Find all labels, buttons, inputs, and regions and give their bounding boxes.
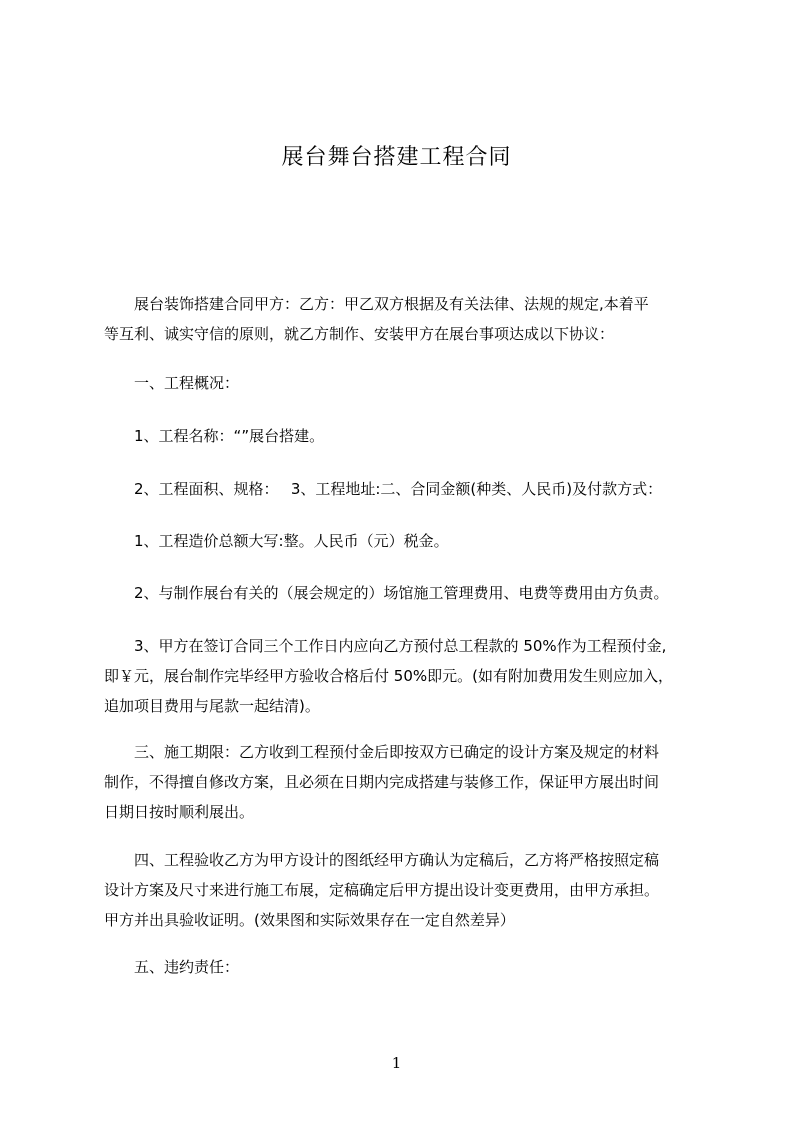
payment-3-line-3: 追加项目费用与尾款一起结清)。 xyxy=(104,697,320,715)
section-1-heading: 一、工程概况： xyxy=(104,374,240,392)
document-title: 展台舞台搭建工程合同 xyxy=(281,145,512,170)
item-2-area-address: 2、工程面积、规格： 3、工程地址:二、合同金额(种类、人民币)及付款方式： xyxy=(104,480,663,498)
payment-3-line-2: 即￥元，展台制作完毕经甲方验收合格后付 50%即元。(如有附加费用发生则应加入， xyxy=(104,667,673,685)
section-4-line-3: 甲方并出具验收证明。(效果图和实际效果存在一定自然差异） xyxy=(104,911,515,929)
section-3-line-2: 制作，不得擅自修改方案，且必须在日期内完成搭建与装修工作，保证甲方展出时间 xyxy=(104,773,660,791)
section-3-construction-period xyxy=(104,737,704,827)
intro-line-1: 展台装饰搭建合同甲方：乙方：甲乙双方根据及有关法律、法规的规定,本着平 xyxy=(104,295,649,313)
intro-paragraph xyxy=(104,289,704,349)
section-3-line-3: 日期日按时顺利展出。 xyxy=(104,803,255,821)
payment-item-3 xyxy=(104,631,704,721)
item-1-project-name: 1、工程名称：“”展台搭建。 xyxy=(104,427,325,445)
payment-3-line-1: 3、甲方在签订合同三个工作日内应向乙方预付总工程款的 50%作为工程预付金, xyxy=(104,637,667,655)
section-4-line-2: 设计方案及尺寸来进行施工布展，定稿确定后甲方提出设计变更费用，由甲方承担。 xyxy=(104,881,660,899)
payment-item-1: 1、工程造价总额大写:整。人民币（元）税金。 xyxy=(104,532,449,550)
payment-item-2: 2、与制作展台有关的（展会规定的）场馆施工管理费用、电费等费用由方负责。 xyxy=(104,584,669,602)
intro-line-2: 等互利、诚实守信的原则，就乙方制作、安装甲方在展台事项达成以下协议： xyxy=(104,325,615,343)
page-number: 1 xyxy=(391,1054,402,1072)
section-4-line-1: 四、工程验收乙方为甲方设计的图纸经甲方确认为定稿后，乙方将严格按照定稿 xyxy=(104,851,660,869)
section-3-line-1: 三、施工期限：乙方收到工程预付金后即按双方已确定的设计方案及规定的材料 xyxy=(104,743,660,761)
section-4-acceptance xyxy=(104,845,704,935)
section-5-heading: 五、违约责任： xyxy=(104,958,240,976)
